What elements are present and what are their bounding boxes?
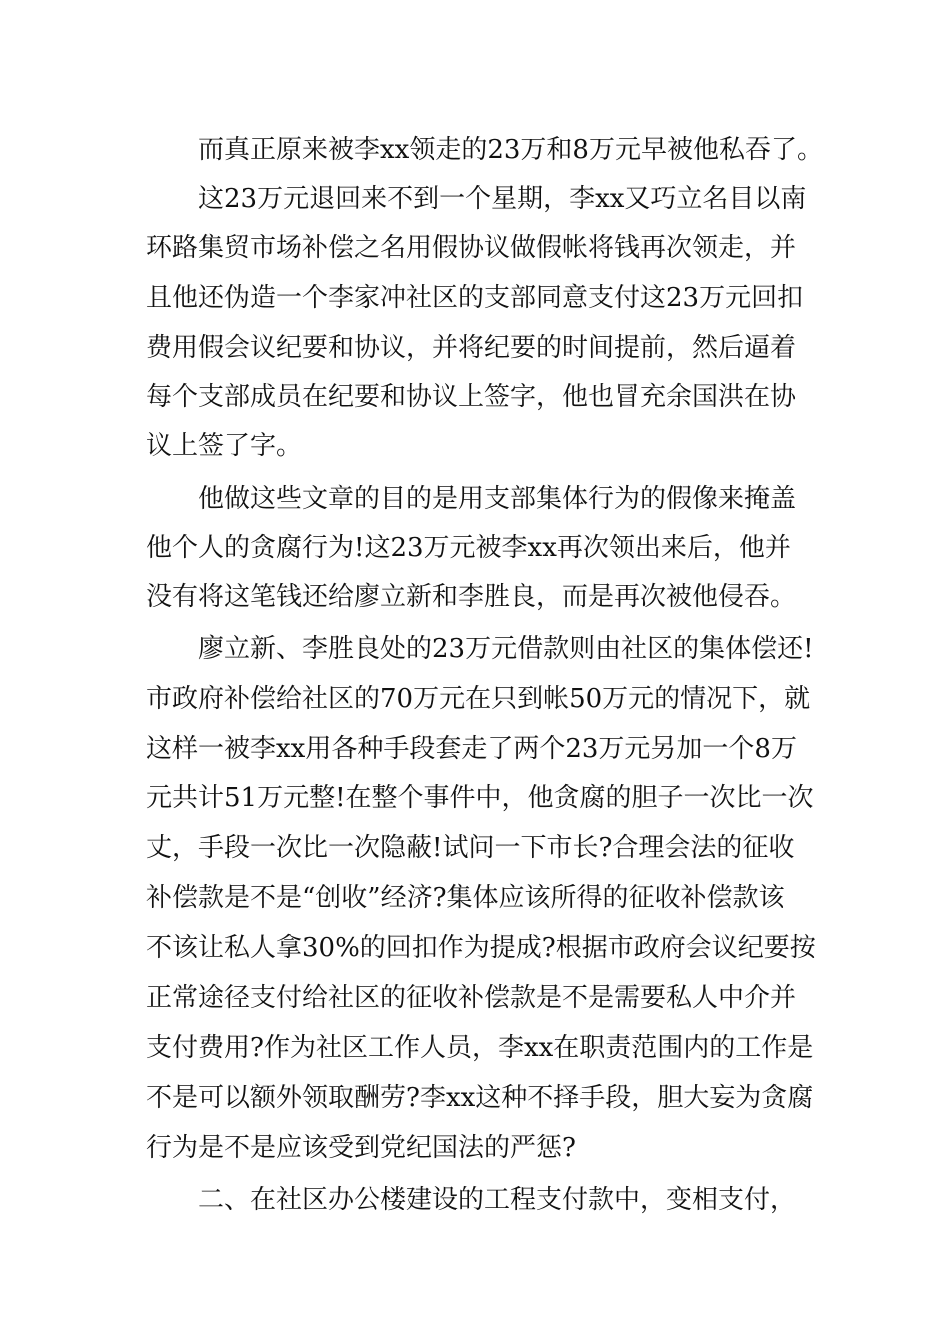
text-line-8: 他做这些文章的目的是用支部集体行为的假像来掩盖 xyxy=(198,484,797,514)
text-line-19: 支付费用?作为社区工作人员，李xx在职责范围内的工作是 xyxy=(146,1033,814,1063)
text-line-6: 每个支部成员在纪要和协议上签字，他也冒充余国洪在协 xyxy=(146,382,797,412)
text-line-21: 行为是不是应该受到党纪国法的严惩? xyxy=(146,1133,576,1163)
text-line-7: 议上签了字。 xyxy=(146,431,303,461)
text-line-9: 他个人的贪腐行为!这23万元被李xx再次领出来后，他并 xyxy=(146,533,791,563)
text-line-13: 这样一被李xx用各种手段套走了两个23万元另加一个8万 xyxy=(146,734,797,764)
text-line-12: 市政府补偿给社区的70万元在只到帐50万元的情况下，就 xyxy=(146,684,811,714)
text-line-4: 且他还伪造一个李家冲社区的支部同意支付这23万元回扣 xyxy=(146,283,804,313)
text-line-14: 元共计51万元整!在整个事件中，他贪腐的胆子一次比一次 xyxy=(146,783,814,813)
text-line-15: 丈，手段一次比一次隐蔽!试问一下市长?合理会法的征收 xyxy=(146,833,795,863)
text-line-2: 这23万元退回来不到一个星期，李xx又巧立名目以南 xyxy=(198,184,807,214)
text-line-5: 费用假会议纪要和协议，并将纪要的时间提前，然后逼着 xyxy=(146,333,797,363)
text-line-20: 不是可以额外领取酬劳?李xx这种不择手段，胆大妄为贪腐 xyxy=(146,1083,814,1113)
text-line-18: 正常途径支付给社区的征收补偿款是不是需要私人中介并 xyxy=(146,983,797,1013)
text-line-11: 廖立新、李胜良处的23万元借款则由社区的集体偿还! xyxy=(198,634,814,664)
text-line-17: 不该让私人拿30%的回扣作为提成?根据市政府会议纪要按 xyxy=(146,933,816,963)
text-line-22: 二、在社区办公楼建设的工程支付款中，变相支付， xyxy=(198,1185,797,1215)
text-line-10: 没有将这笔钱还给廖立新和李胜良，而是再次被他侵吞。 xyxy=(146,582,797,612)
text-line-1: 而真正原来被李xx领走的23万和8万元早被他私吞了。 xyxy=(198,135,823,165)
text-line-3: 环路集贸市场补偿之名用假协议做假帐将钱再次领走，并 xyxy=(146,233,797,263)
text-line-16: 补偿款是不是“创收”经济?集体应该所得的征收补偿款该 xyxy=(146,883,785,913)
